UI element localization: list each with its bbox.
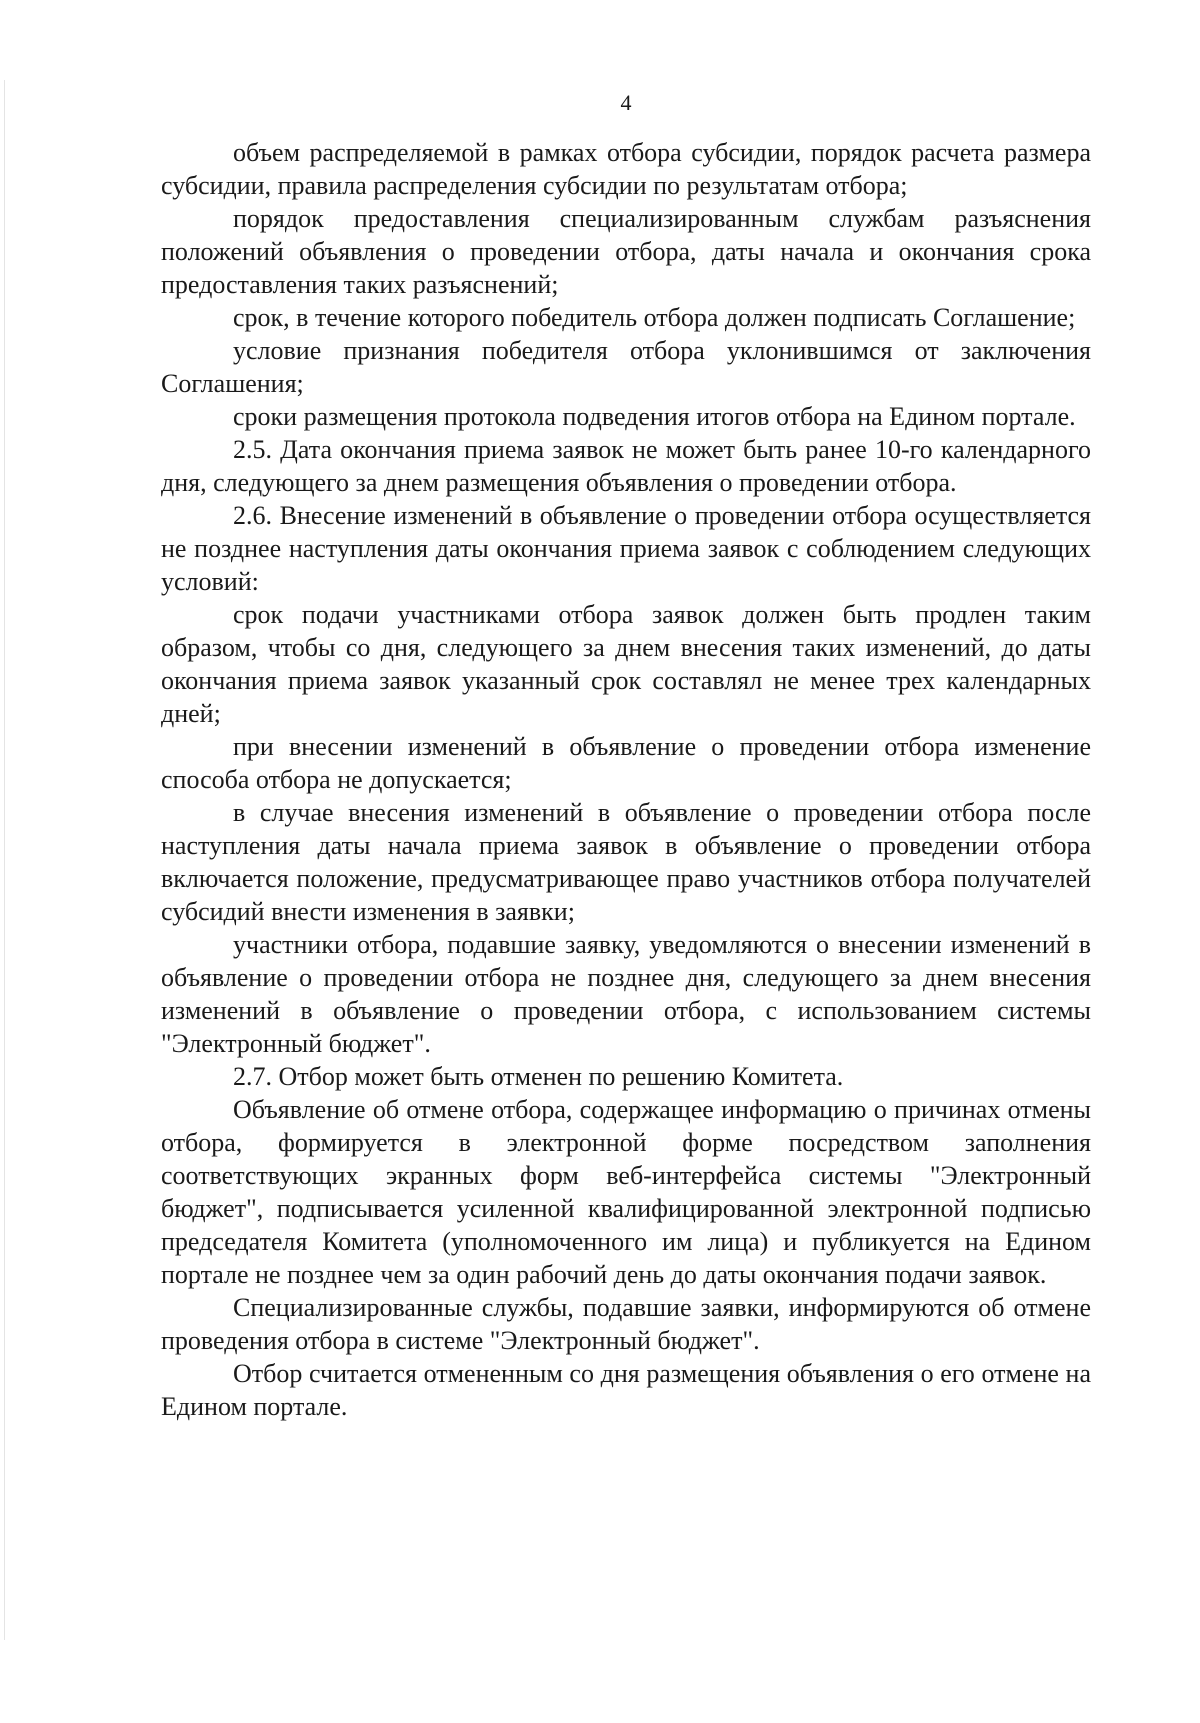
- paragraph-deadline-extension: срок подачи участниками отбора заявок должен быть продлен таким образом, чтобы со дня, следующего за днем внесения таких изменений, до даты окончания приема заявок указанный срок составлял не менее трех календарных дней;: [161, 600, 1091, 728]
- paragraph-subsidy-volume: объем распределяемой в рамках отбора субсидии, порядок расчета размера субсидии, правила распределения субсидии по результатам отбора;: [161, 138, 1091, 200]
- paragraph-participant-notification: участники отбора, подавшие заявку, уведомляются о внесении изменений в объявление о проведении отбора не позднее дня, следующего за днем внесения изменений в объявление о проведении отбора, с использованием системы "Электронный бюджет".: [161, 930, 1091, 1058]
- paragraph-signing-deadline: срок, в течение которого победитель отбора должен подписать Соглашение;: [233, 303, 1076, 332]
- paragraph-cancellation-effective: Отбор считается отмененным со дня размещения объявления о его отмене на Едином портале.: [161, 1359, 1091, 1421]
- scan-edge-shadow: [4, 80, 5, 1640]
- paragraph-2-5: 2.5. Дата окончания приема заявок не может быть ранее 10-го календарного дня, следующего за днем размещения объявления о проведении отбора.: [161, 435, 1091, 497]
- page-number: 4: [620, 90, 632, 115]
- paragraph-cancellation-notice: Объявление об отмене отбора, содержащее информацию о причинах отмены отбора, формируется в электронной форме посредством заполнения соответствующих экранных форм веб-интерфейса системы "Электронный бюджет", подписывается усиленной квалифицированной электронной подписью председателя Комитета (уполномоченного им лица) и публикуется на Едином портале не позднее чем за один рабочий день до даты окончания подачи заявок.: [161, 1095, 1091, 1289]
- paragraph-evasion-condition: условие признания победителя отбора уклонившимся от заключения Соглашения;: [161, 336, 1091, 398]
- paragraph-changes-after-start: в случае внесения изменений в объявление о проведении отбора после наступления даты начала приема заявок в объявление о проведении отбора включается положение, предусматривающее право участников отбора получателей субсидий внести изменения в заявки;: [161, 798, 1091, 926]
- paragraph-clarification-procedure: порядок предоставления специализированным службам разъяснения положений объявления о проведении отбора, даты начала и окончания срока предоставления таких разъяснений;: [161, 204, 1091, 299]
- paragraph-2-7: 2.7. Отбор может быть отменен по решению Комитета.: [233, 1062, 844, 1091]
- paragraph-method-change: при внесении изменений в объявление о проведении отбора изменение способа отбора не допускается;: [161, 732, 1091, 794]
- paragraph-protocol-placement: сроки размещения протокола подведения итогов отбора на Едином портале.: [233, 402, 1076, 431]
- paragraph-services-informed: Специализированные службы, подавшие заявки, информируются об отмене проведения отбора в системе "Электронный бюджет".: [161, 1293, 1091, 1355]
- document-body: [161, 136, 1091, 1423]
- paragraph-2-6: 2.6. Внесение изменений в объявление о проведении отбора осуществляется не позднее наступления даты окончания приема заявок с соблюдением следующих условий:: [161, 501, 1091, 596]
